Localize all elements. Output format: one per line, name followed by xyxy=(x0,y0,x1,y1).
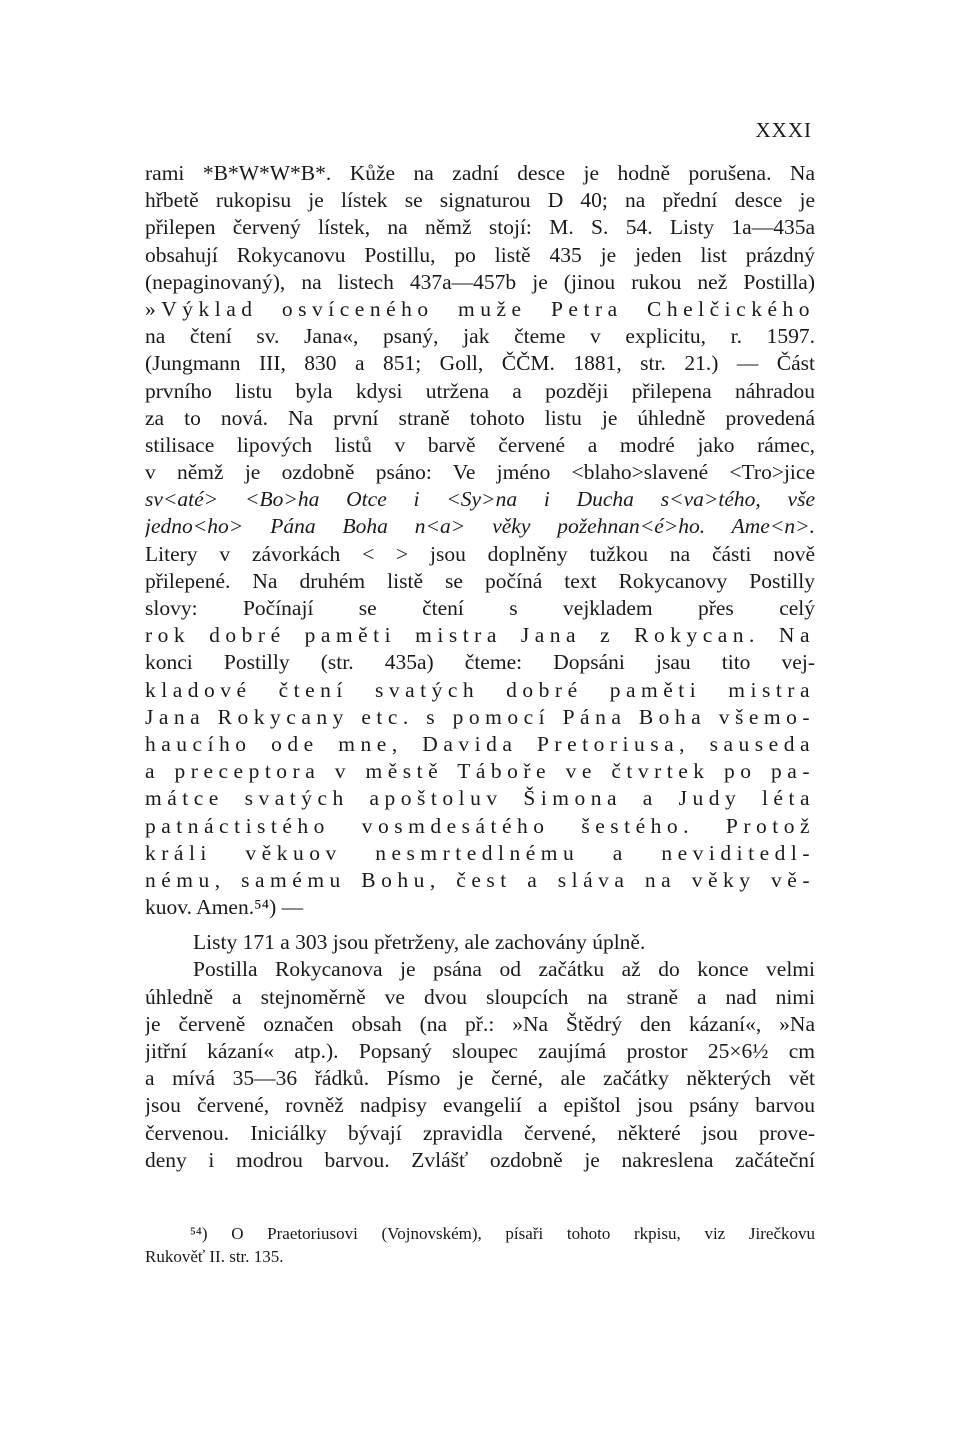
text-line: kuov. Amen.⁵⁴) — xyxy=(145,895,304,920)
paragraph-2 xyxy=(145,929,815,956)
main-text xyxy=(145,160,815,1174)
text-line: obsahují Rokycanovu Postillu, po listě 435 je jeden list prázdný xyxy=(145,242,815,267)
text-line: hřbetě rukopisu je lístek se signaturou D 40; na přední desce je xyxy=(145,188,815,213)
text-line: v němž je ozdobně psáno: Ve jméno <blaho>slavené <Tro>jice xyxy=(145,460,815,485)
text-line: a preceptora v městě Táboře ve čtvrtek po pa- xyxy=(145,759,815,784)
text-line: Postilla Rokycanova je psána od začátku až do konce velmi xyxy=(193,957,815,982)
text-line: konci Postilly (str. 435a) čteme: Dopsáni jsau tito vej- xyxy=(145,650,815,675)
text-line: sv<até> <Bo>ha Otce i <Sy>na i Ducha s<va>tého, vše xyxy=(145,487,815,512)
text-line: haucího ode mne, Davida Pretoriusa, sauseda xyxy=(145,731,815,756)
paragraph-1 xyxy=(145,160,815,921)
text-line: úhledně a stejnoměrně ve dvou sloupcích na straně a nad nimi xyxy=(145,984,815,1009)
text-line: rami *B*W*W*B*. Kůže na zadní desce je hodně porušena. Na xyxy=(145,161,815,185)
text-line: za to nová. Na první straně tohoto listu je úhledně provedená xyxy=(145,405,815,430)
text-line: Listy 171 a 303 jsou přetrženy, ale zachovány úplně. xyxy=(193,930,646,955)
text-line: králi věkuov nesmrtedlnému a neviditedl- xyxy=(145,840,815,865)
text-line: patnáctistého vosmdesátého šestého. Protož xyxy=(145,813,815,838)
text-line: »Výklad osvíceného muže Petra Chelčického xyxy=(145,296,815,321)
text-line: rok dobré paměti mistra Jana z Rokycan. Na xyxy=(145,623,815,648)
page-number: XXXI xyxy=(755,118,812,142)
text-line: červenou. Iniciálky bývají zpravidla červené, některé jsou prove- xyxy=(145,1120,815,1145)
text-line: stilisace lipových listů v barvě červené a modré jako rámec, xyxy=(145,432,815,457)
text-line: jedno<ho> Pána Boha n<a> věky požehnan<é>ho. Ame<n>. xyxy=(145,514,815,539)
footnote xyxy=(145,1222,815,1268)
text-line: slovy: Počínají se čtení s vejkladem přes celý xyxy=(145,596,815,620)
text-line: prvního listu byla kdysi utržena a později přilepena náhradou xyxy=(145,378,815,403)
text-line: jsou červené, rovněž nadpisy evangelií a epištol jsou psány barvou xyxy=(145,1093,815,1118)
text-line: Litery v závorkách < > jsou doplněny tužkou na části nově xyxy=(145,541,815,566)
footnote-line: Rukověť II. str. 135. xyxy=(145,1247,284,1266)
text-line: na čtení sv. Jana«, psaný, jak čteme v explicitu, r. 1597. xyxy=(145,324,815,349)
text-line: kladové čtení svatých dobré paměti mistra xyxy=(145,677,815,702)
paragraph-3 xyxy=(145,956,815,1174)
text-line: přilepen červený lístek, na němž stojí: M. S. 54. Listy 1a—435a xyxy=(145,215,815,240)
text-line: (nepaginovaný), na listech 437a—457b je (jinou rukou než Postilla) xyxy=(145,269,815,294)
text-line: a mívá 35—36 řádků. Písmo je černé, ale začátky některých vět xyxy=(145,1066,815,1091)
text-line: Jana Rokycany etc. s pomocí Pána Boha všemo- xyxy=(145,704,815,729)
text-line: mátce svatých apoštoluv Šimona a Judy léta xyxy=(145,786,815,811)
text-line: jitřní kázaní« atp.). Popsaný sloupec zaujímá prostor 25×6½ cm xyxy=(145,1039,815,1063)
text-line: je červeně označen obsah (na př.: »Na Štědrý den kázaní«, »Na xyxy=(145,1011,815,1036)
text-line: přilepené. Na druhém listě se počíná text Rokycanovy Postilly xyxy=(145,568,815,593)
text-line: deny i modrou barvou. Zvlášť ozdobně je nakreslena začáteční xyxy=(145,1147,815,1172)
text-line: (Jungmann III, 830 a 851; Goll, ČČM. 1881, str. 21.) — Část xyxy=(145,351,815,376)
footnote-line: ⁵⁴) O Praetoriusovi (Vojnovském), písaři tohoto rkpisu, viz Jirečkovu xyxy=(190,1224,815,1243)
text-line: nému, samému Bohu, čest a sláva na věky vě- xyxy=(145,867,815,892)
